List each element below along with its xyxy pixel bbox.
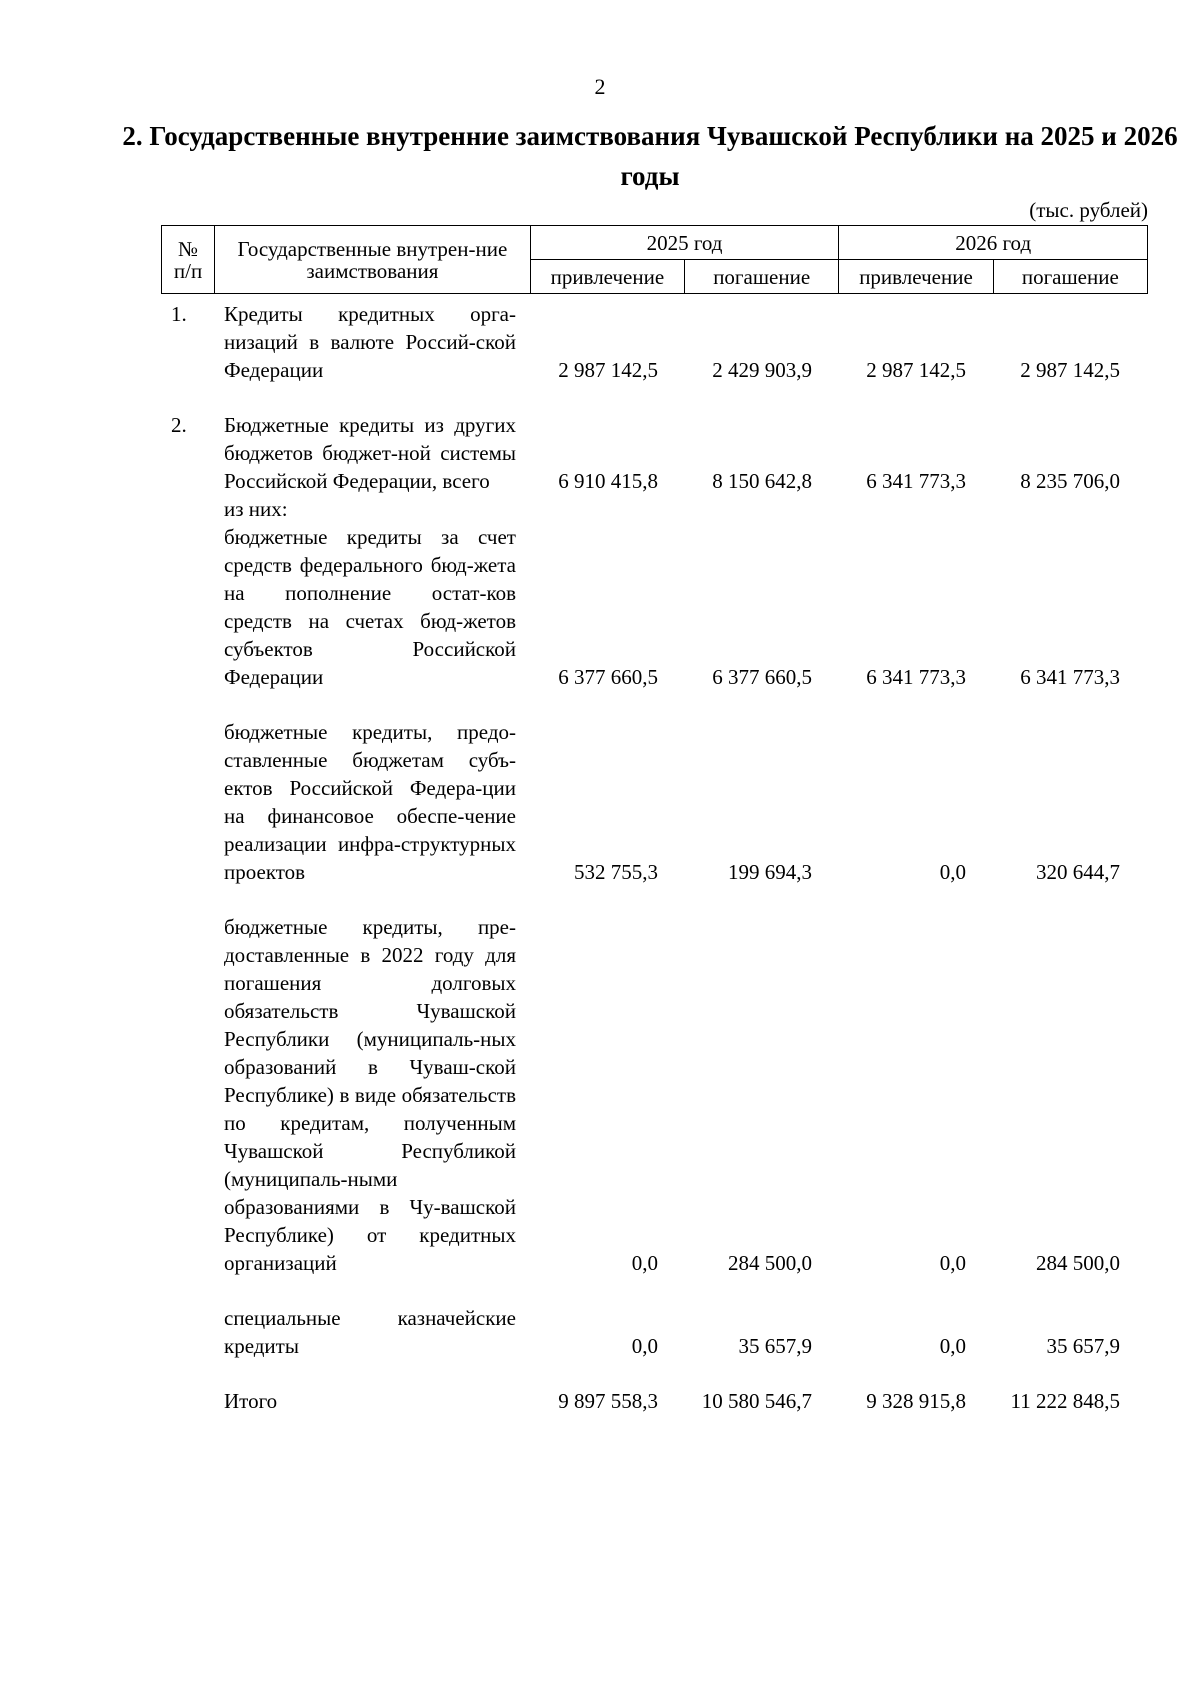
value-attract-2026: 0,0 xyxy=(939,1334,966,1358)
value-repay-2026: 35 657,9 xyxy=(1046,1334,1120,1358)
value-repay-2025: 2 429 903,9 xyxy=(712,358,812,382)
value-repay-2026: 2 987 142,5 xyxy=(1020,358,1120,382)
header-name: Государственные внутрен-ние заимствования xyxy=(215,226,531,294)
header-repay-2026: погашение xyxy=(993,260,1147,294)
value-attract-2025: 0,0 xyxy=(631,1334,658,1358)
row-name: специальные казначейские кредиты xyxy=(224,1306,516,1358)
table-row xyxy=(161,523,1148,691)
value-attract-2025: 6 910 415,8 xyxy=(558,469,658,493)
document-title: 2. Государственные внутренние заимствования Чувашской Республики на 2025 и 2026 годы xyxy=(122,121,1178,191)
value-attract-2026: 2 987 142,5 xyxy=(866,358,966,382)
value-repay-2025: 6 377 660,5 xyxy=(712,665,812,689)
value-repay-2025: 8 150 642,8 xyxy=(712,469,812,493)
value-attract-2026: 9 328 915,8 xyxy=(866,1389,966,1413)
table-row xyxy=(161,300,1148,384)
value-attract-2025: 2 987 142,5 xyxy=(558,358,658,382)
value-attract-2025: 532 755,3 xyxy=(574,860,658,884)
row-name: Итого xyxy=(224,1389,278,1413)
value-repay-2026: 8 235 706,0 xyxy=(1020,469,1120,493)
table-row-total xyxy=(161,1387,1148,1415)
table-row xyxy=(161,718,1148,886)
table-row xyxy=(161,495,1148,523)
value-repay-2026: 320 644,7 xyxy=(1036,860,1120,884)
table-row xyxy=(161,913,1148,1277)
header-attract-2026: привлечение xyxy=(839,260,993,294)
table-row xyxy=(161,1304,1148,1360)
page-number: 2 xyxy=(594,74,606,99)
value-attract-2025: 9 897 558,3 xyxy=(558,1389,658,1413)
row-name: бюджетные кредиты, предо-ставленные бюджетам субъ-ектов Российской Федера-ции на финансовое обеспе-чение реализации инфра-структурных проектов xyxy=(224,720,516,884)
value-attract-2026: 6 341 773,3 xyxy=(866,665,966,689)
value-attract-2025: 0,0 xyxy=(631,1251,658,1275)
value-attract-2026: 0,0 xyxy=(939,1251,966,1275)
units-label: (тыс. рублей) xyxy=(1029,198,1148,222)
row-name: Кредиты кредитных орга-низаций в валюте Россий-ской Федерации xyxy=(224,302,516,382)
header-num: № п/п xyxy=(162,226,215,294)
value-repay-2026: 284 500,0 xyxy=(1036,1251,1120,1275)
value-repay-2025: 35 657,9 xyxy=(738,1334,812,1358)
value-repay-2026: 11 222 848,5 xyxy=(1010,1389,1120,1413)
table-header xyxy=(161,225,1148,294)
value-repay-2025: 199 694,3 xyxy=(728,860,812,884)
row-name: бюджетные кредиты, пре-доставленные в 2022 году для погашения долговых обязательств Чувашской Республики (муниципаль-ных образований в Чуваш-ской Республике) в виде обязательств по кредитам, полученным Чувашской Республикой (муниципаль-ными образованиями в Чу-вашской Республике) от кредитных организаций xyxy=(224,915,516,1275)
value-attract-2026: 0,0 xyxy=(939,860,966,884)
header-attract-2025: привлечение xyxy=(530,260,684,294)
row-name: Бюджетные кредиты из других бюджетов бюджет-ной системы Российской Федерации, всего xyxy=(224,413,516,493)
value-attract-2025: 6 377 660,5 xyxy=(558,665,658,689)
header-year-2025: 2025 год xyxy=(530,226,839,260)
value-repay-2025: 10 580 546,7 xyxy=(701,1389,812,1413)
row-num: 2. xyxy=(171,413,187,437)
row-name: бюджетные кредиты за счет средств федерального бюд-жета на пополнение остат-ков средств на счетах бюд-жетов субъектов Российской Федерации xyxy=(224,525,516,689)
header-repay-2025: погашение xyxy=(685,260,839,294)
value-repay-2026: 6 341 773,3 xyxy=(1020,665,1120,689)
table-row xyxy=(161,411,1148,495)
table-body xyxy=(161,300,1148,1415)
header-year-2026: 2026 год xyxy=(839,226,1148,260)
row-num: 1. xyxy=(171,302,187,326)
row-name-subheading: из них: xyxy=(224,497,288,521)
value-attract-2026: 6 341 773,3 xyxy=(866,469,966,493)
value-repay-2025: 284 500,0 xyxy=(728,1251,812,1275)
